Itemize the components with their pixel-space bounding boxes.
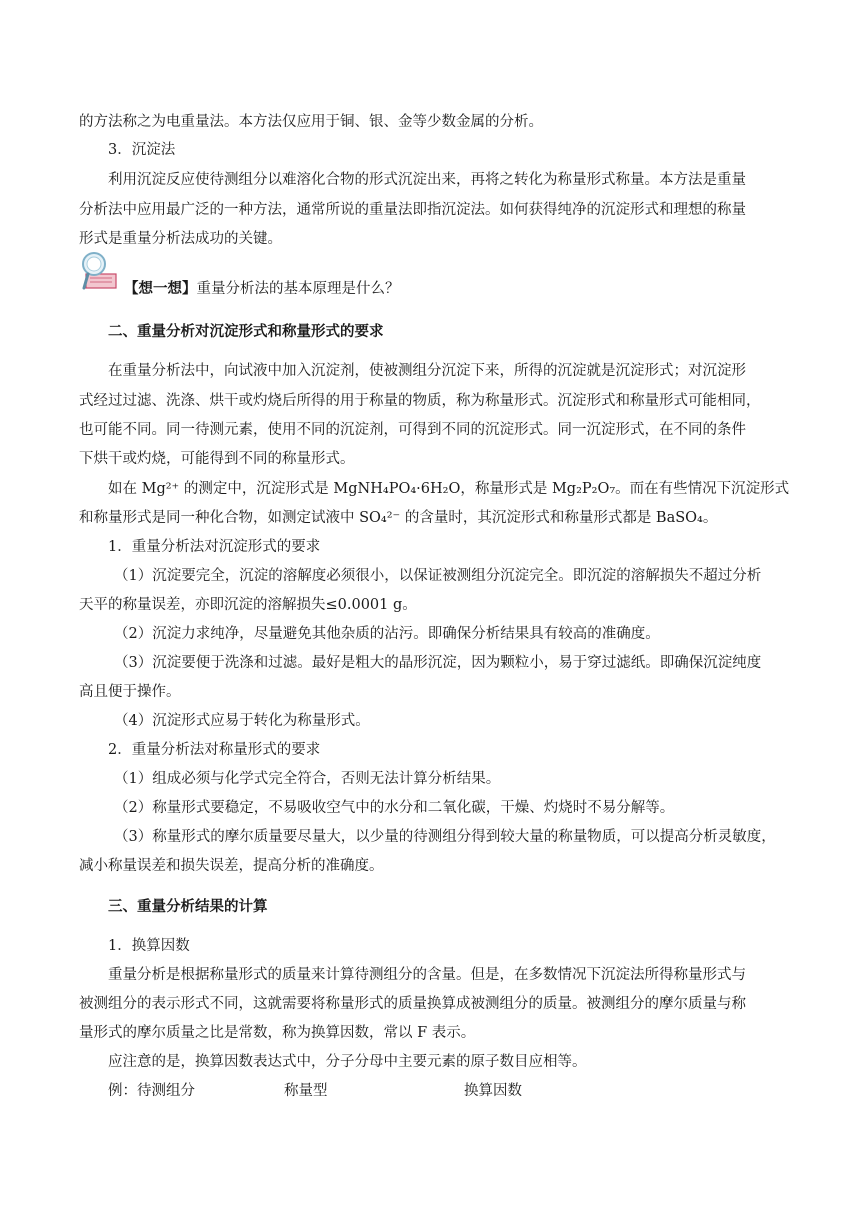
list-heading: 2．重量分析法对称量形式的要求: [108, 742, 321, 758]
list-item-continuation: 天平的称量误差，亦即沉淀的溶解损失≤0.0001 g。: [79, 597, 417, 613]
list-item: （4）沉淀形式应易于转化为称量形式。: [114, 713, 370, 729]
think-label: 【想一想】: [124, 280, 197, 297]
paragraph-line: 在重量分析法中，向试液中加入沉淀剂，使被测组分沉淀下来，所得的沉淀就是沉淀形式；对沉淀形: [108, 363, 746, 379]
paragraph-line: 的方法称之为电重量法。本方法仅应用于铜、银、金等少数金属的分析。: [79, 114, 543, 130]
list-item: （3）沉淀要便于洗涤和过滤。最好是粗大的晶形沉淀，因为颗粒小，易于穿过滤纸。即确保沉淀纯度: [114, 655, 762, 671]
section-heading: 三、重量分析结果的计算: [108, 898, 268, 915]
list-item: （2）沉淀力求纯净，尽量避免其他杂质的沾污。即确保分析结果具有较高的准确度。: [114, 626, 660, 642]
section-subheading: 1．换算因数: [108, 938, 190, 954]
list-item: （3）称量形式的摩尔质量要尽量大，以少量的待测组分得到较大量的称量物质，可以提高分析灵敏度，: [114, 829, 776, 845]
list-item: （1）组成必须与化学式完全符合，否则无法计算分析结果。: [114, 771, 501, 787]
section-heading: 二、重量分析对沉淀形式和称量形式的要求: [108, 323, 384, 340]
list-item: （1）沉淀要完全，沉淀的溶解度必须很小，以保证被测组分沉淀完全。即沉淀的溶解损失不超过分析: [114, 568, 762, 584]
paragraph-line: 应注意的是，换算因数表达式中，分子分母中主要元素的原子数目应相等。: [108, 1054, 587, 1070]
magnifier-book-icon: [78, 250, 122, 292]
paragraph-line: 利用沉淀反应使待测组分以难溶化合物的形式沉淀出来，再将之转化为称量形式称量。本方法是重量: [108, 172, 746, 188]
think-text: 重量分析法的基本原理是什么？: [196, 281, 400, 297]
paragraph-line: 形式是重量分析法成功的关键。: [79, 231, 282, 247]
paragraph-line: 分析法中应用最广泛的一种方法，通常所说的重量法即指沉淀法。如何获得纯净的沉淀形式和理想的称量: [79, 202, 746, 218]
example-col-weighing-form: 称量型: [284, 1083, 328, 1099]
paragraph-line: 量形式的摩尔质量之比是常数，称为换算因数，常以 F 表示。: [79, 1025, 476, 1041]
think-prompt: [124, 279, 828, 299]
paragraph-line: 下烘干或灼烧，可能得到不同的称量形式。: [79, 451, 355, 467]
paragraph-line: 如在 Mg²⁺ 的测定中，沉淀形式是 MgNH₄PO₄·6H₂O，称量形式是 Mg₂P₂O₇。而在有些情况下沉淀形式: [108, 481, 790, 497]
paragraph-line: 被测组分的表示形式不同，这就需要将称量形式的质量换算成被测组分的质量。被测组分的摩尔质量与称: [79, 996, 746, 1012]
paragraph-line: 和称量形式是同一种化合物，如测定试液中 SO₄²⁻ 的含量时，其沉淀形式和称量形式都是 BaSO₄。: [79, 510, 718, 526]
example-col-factor: 换算因数: [464, 1083, 522, 1099]
list-heading: 1．重量分析法对沉淀形式的要求: [108, 539, 321, 555]
list-item-continuation: 减小称量误差和损失误差，提高分析的准确度。: [79, 858, 384, 874]
section-subheading: 3．沉淀法: [108, 142, 176, 158]
paragraph-line: 重量分析是根据称量形式的质量来计算待测组分的含量。但是，在多数情况下沉淀法所得称量形式与: [108, 967, 746, 983]
example-label: 例：待测组分: [108, 1083, 195, 1099]
list-item: （2）称量形式要稳定，不易吸收空气中的水分和二氧化碳，干燥、灼烧时不易分解等。: [114, 800, 675, 816]
list-item-continuation: 高且便于操作。: [79, 684, 181, 700]
paragraph-line: 式经过过滤、洗涤、烘干或灼烧后所得的用于称量的物质，称为称量形式。沉淀形式和称量形式可能相同，: [79, 393, 761, 409]
paragraph-line: 也可能不同。同一待测元素，使用不同的沉淀剂，可得到不同的沉淀形式。同一沉淀形式，在不同的条件: [79, 422, 746, 438]
